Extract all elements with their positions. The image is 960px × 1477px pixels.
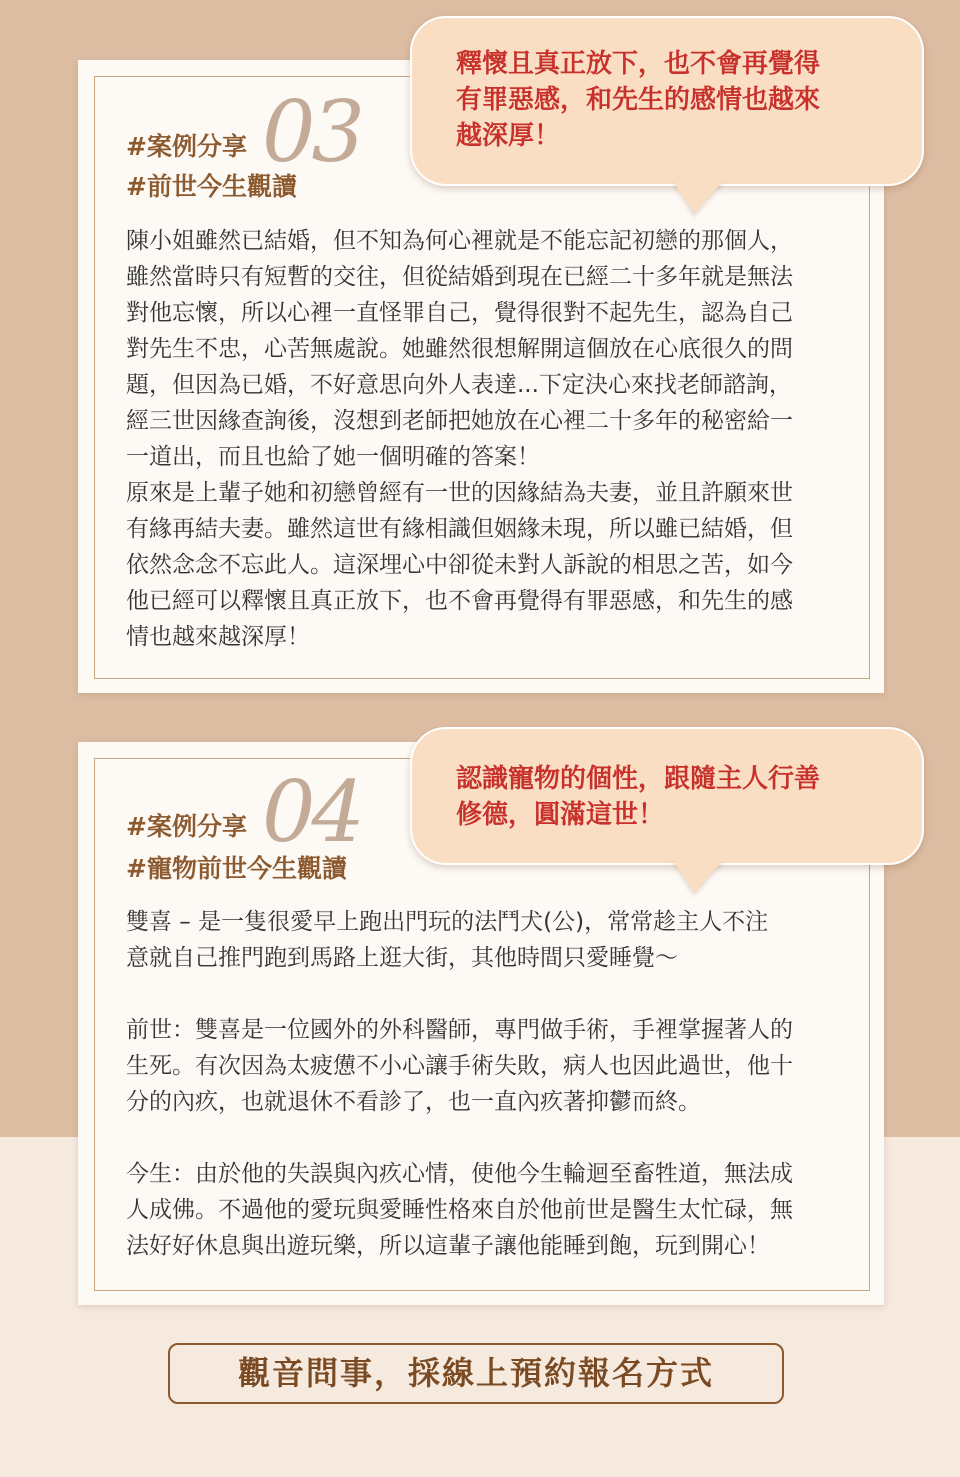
case-04-speech-bubble	[410, 727, 924, 865]
story-line: 雖然當時只有短暫的交往，但從結婚到現在已經二十多年就是無法	[126, 264, 793, 290]
booking-info-button[interactable]: 觀音問事，採線上預約報名方式	[168, 1343, 784, 1404]
story-line: 一道出，而且也給了她一個明確的答案！	[126, 444, 540, 470]
story-line: 題，但因為已婚，不好意思向外人表達...下定決心來找老師諮詢，	[126, 372, 792, 398]
past-life-line: 生死。有次因為太疲憊不小心讓手術失敗，病人也因此過世，他十	[126, 1053, 793, 1079]
story-line: 依然念念不忘此人。這深埋心中卻從未對人訴說的相思之苦，如今	[126, 552, 793, 578]
past-life-line: 前世：雙喜是一位國外的外科醫師，專門做手術，手裡掌握著人的	[126, 1017, 793, 1043]
case-tag: #案例分享	[126, 812, 247, 841]
case-tag: #案例分享	[126, 132, 247, 161]
story-line: 原來是上輩子她和初戀曾經有一世的因緣結為夫妻，並且許願來世	[126, 480, 793, 506]
paragraph-gap	[126, 1120, 846, 1156]
story-line: 對先生不忠，心苦無處說。她雖然很想解開這個放在心底很久的問	[126, 336, 793, 362]
case-number: 03	[262, 83, 361, 181]
bubble-tail	[672, 180, 724, 214]
quote-line: 修德，圓滿這世！	[456, 800, 665, 830]
story-line: 經三世因緣查詢後，沒想到老師把她放在心裡二十多年的秘密給一	[126, 408, 793, 434]
topic-tag: #寵物前世今生觀讀	[126, 854, 347, 883]
present-life-line: 人成佛。不過他的愛玩與愛睡性格來自於他前世是醫生太忙碌，無	[126, 1197, 793, 1223]
quote-line: 越深厚！	[456, 121, 561, 151]
quote-line: 釋懷且真正放下，也不會再覺得	[456, 49, 821, 79]
present-life-line: 法好好休息與出遊玩樂，所以這輩子讓他能睡到飽，玩到開心！	[126, 1233, 770, 1259]
story-line: 他已經可以釋懷且真正放下，也不會再覺得有罪惡感，和先生的感	[126, 588, 793, 614]
case-number: 04	[262, 763, 361, 861]
story-line: 情也越來越深厚！	[126, 624, 310, 650]
story-line: 對他忘懷，所以心裡一直怪罪自己，覺得很對不起先生，認為自己	[126, 300, 793, 326]
bubble-quote	[456, 46, 896, 154]
bubble-quote	[456, 761, 896, 833]
past-life-line: 分的內疚，也就退休不看診了，也一直內疚著抑鬱而終。	[126, 1089, 701, 1115]
story-line: 有緣再結夫妻。雖然這世有緣相識但姻緣未現，所以雖已結婚，但	[126, 516, 793, 542]
story-line: 陳小姐雖然已結婚，但不知為何心裡就是不能忘記初戀的那個人，	[126, 228, 793, 254]
intro-line: 雙喜 – 是一隻很愛早上跑出門玩的法鬥犬(公)，常常趁主人不注	[126, 909, 769, 935]
bubble-tail	[672, 859, 724, 893]
paragraph-gap	[126, 976, 846, 1012]
quote-line: 有罪惡感，和先生的感情也越來	[456, 85, 821, 115]
case-03-speech-bubble	[410, 16, 924, 186]
intro-line: 意就自己推門跑到馬路上逛大街，其他時間只愛睡覺～	[126, 945, 678, 971]
quote-line: 認識寵物的個性，跟隨主人行善	[456, 764, 821, 794]
case-story	[126, 223, 846, 655]
topic-tag: #前世今生觀讀	[126, 172, 297, 201]
pet-story	[126, 904, 846, 1264]
present-life-line: 今生：由於他的失誤與內疚心情，使他今生輪迴至畜牲道，無法成	[126, 1161, 793, 1187]
